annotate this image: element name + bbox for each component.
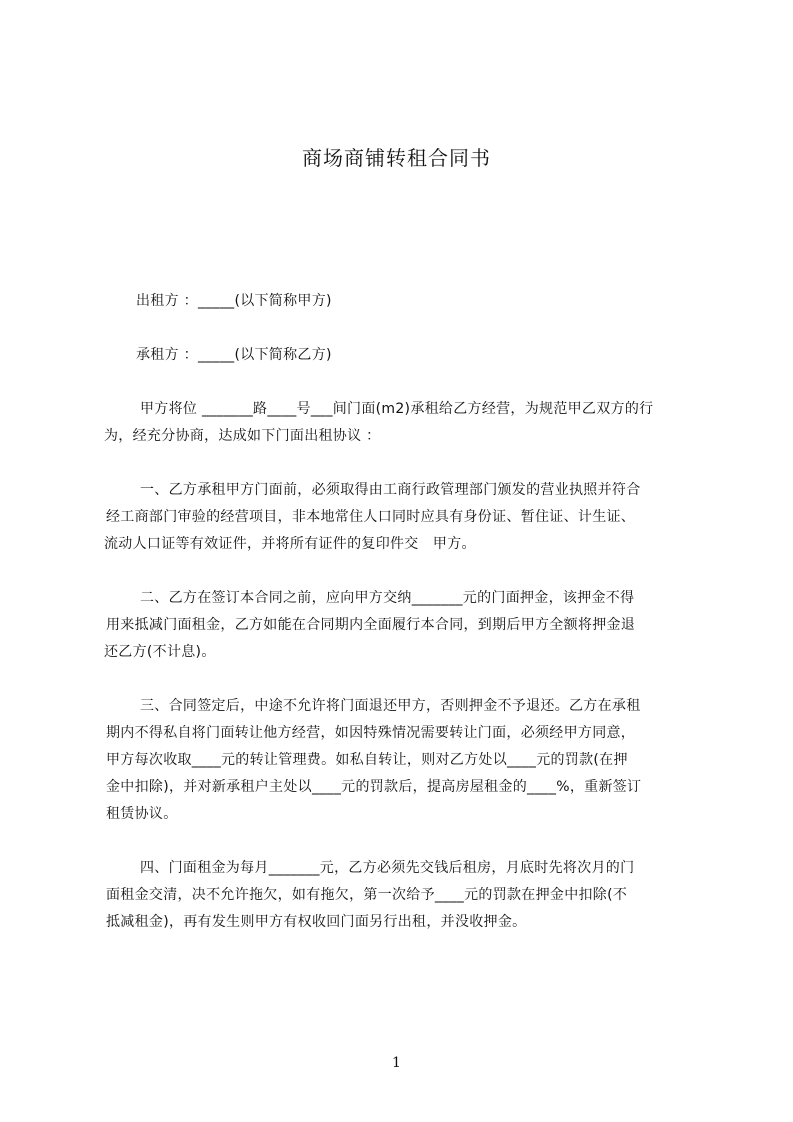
page-number: 1 bbox=[392, 1055, 401, 1071]
clause4-line-3: 抵减租金)，再有发生则甲方有权收回门面另行出租，并没收押金。 bbox=[106, 914, 527, 930]
clause3-line-4: 金中扣除)，并对新承租户主处以____元的罚款后，提高房屋租金的____%，重新签订 bbox=[106, 779, 642, 795]
clause3-line-2: 期内不得私自将门面转让他方经营，如因特殊情况需要转让门面，必须经甲方同意， bbox=[106, 725, 636, 741]
clause1-line-3: 流动人口证等有效证件，并将所有证件的复印件交 甲方。 bbox=[104, 536, 476, 552]
clause2-line-1: 二、乙方在签订本合同之前，应向甲方交纳_______元的门面押金，该押金不得 bbox=[140, 590, 635, 606]
clause4-line-1: 四、门面租金为每月_______元，乙方必须先交钱后租房，月底时先将次月的门 bbox=[140, 860, 635, 876]
lessor-line: 出租方 ：_____(以下简称甲方) bbox=[136, 293, 332, 309]
lessee-line: 承租方 ：_____(以下简称乙方) bbox=[136, 347, 332, 363]
intro-line-2: 为，经充分协商，达成如下门面出租协议 ： bbox=[104, 428, 381, 444]
intro-line-1: 甲方将位 _______路____号___间门面(m2)承租给乙方经营，为规范甲乙双方的行 bbox=[140, 401, 654, 417]
clause2-line-2: 用来抵减门面租金，乙方如能在合同期内全面履行本合同，到期后甲方全额将押金退 bbox=[106, 617, 636, 633]
clause2-line-3: 还乙方(不计息)。 bbox=[104, 644, 216, 660]
clause3-line-5: 租赁协议。 bbox=[106, 806, 178, 822]
clause3-line-1: 三、合同签定后，中途不允许将门面退还甲方，否则押金不予退还。乙方在承租 bbox=[140, 698, 641, 714]
clause1-line-1: 一、乙方承租甲方门面前，必须取得由工商行政管理部门颁发的营业执照并符合 bbox=[140, 482, 641, 498]
clause1-line-2: 经工商部门审验的经营项目，非本地常住人口同时应具有身份证、暂住证、计生证、 bbox=[106, 509, 636, 525]
document-title: 商场商铺转租合同书 bbox=[302, 146, 491, 170]
clause4-line-2: 面租金交清，决不允许拖欠，如有拖欠，第一次给予____元的罚款在押金中扣除(不 bbox=[106, 887, 628, 903]
clause3-line-3: 甲方每次收取____元的转让管理费。如私自转让，则对乙方处以____元的罚款(在押 bbox=[106, 752, 628, 768]
